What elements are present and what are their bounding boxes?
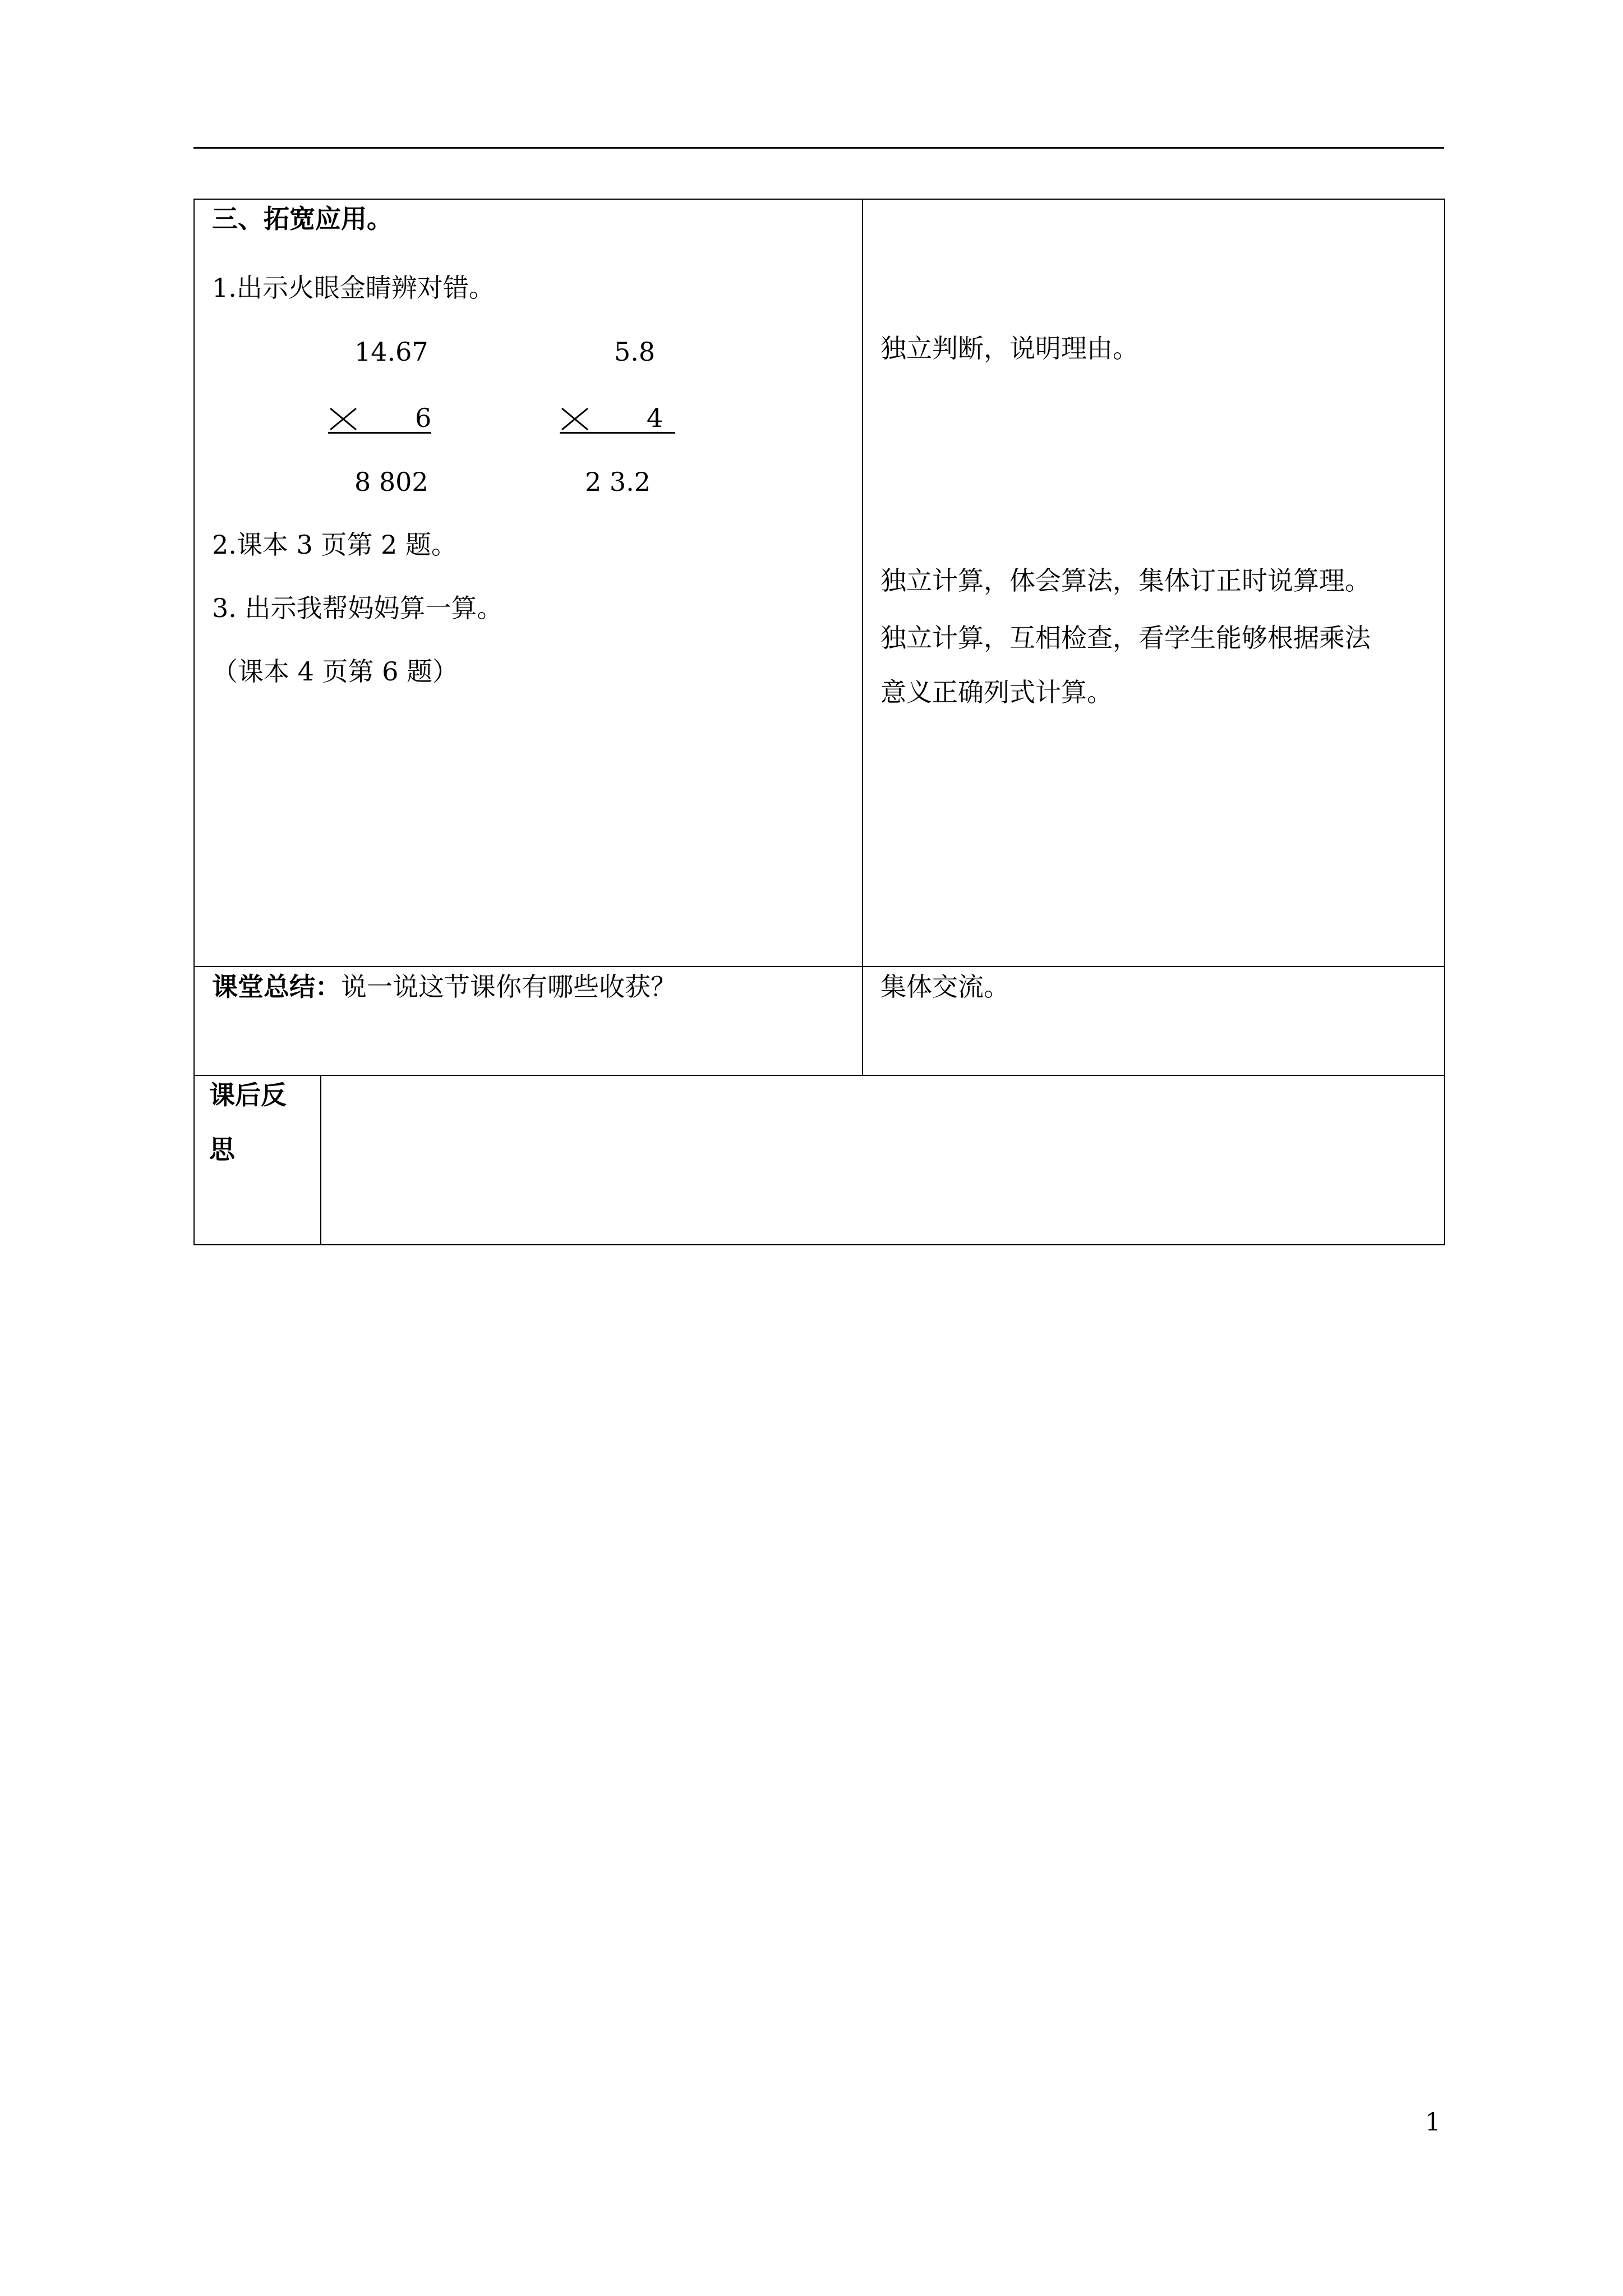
calc-a-multiplier: 6 bbox=[415, 403, 432, 433]
calc-b-multiplier: 4 bbox=[647, 403, 663, 433]
calc-b-underline bbox=[560, 432, 675, 434]
calc-a-multiplicand: 14.67 bbox=[354, 337, 428, 367]
calc-b-multiplicand: 5.8 bbox=[614, 337, 656, 367]
summary-line bbox=[212, 972, 676, 1002]
header-rule bbox=[193, 147, 1444, 149]
page-number: 1 bbox=[1425, 2108, 1441, 2137]
multiply-icon bbox=[560, 406, 590, 432]
note-3-line-2: 意义正确列式计算。 bbox=[880, 677, 1113, 707]
item-2: 2.课本 3 页第 2 题。 bbox=[212, 530, 457, 560]
summary-activity: 集体交流。 bbox=[880, 972, 1009, 1002]
item-3: 3. 出示我帮妈妈算一算。 bbox=[212, 593, 503, 623]
reflection-label-line-2: 思 bbox=[209, 1134, 235, 1165]
item-1: 1.出示火眼金睛辨对错。 bbox=[212, 273, 495, 303]
section-heading: 三、拓宽应用。 bbox=[212, 204, 393, 234]
reflection-label-line-1: 课后反 bbox=[209, 1080, 287, 1110]
reflection-content-cell bbox=[320, 1075, 1445, 1245]
activity-cell bbox=[193, 199, 863, 967]
note-3-line-1: 独立计算，互相检查，看学生能够根据乘法 bbox=[880, 623, 1371, 653]
summary-text: 说一说这节课你有哪些收获？ bbox=[341, 972, 676, 1002]
item-3-note: （课本 4 页第 6 题） bbox=[212, 656, 459, 687]
calc-a-underline bbox=[328, 432, 431, 434]
calc-a-result: 8 802 bbox=[354, 467, 428, 497]
note-2: 独立计算，体会算法，集体订正时说算理。 bbox=[880, 565, 1371, 596]
summary-label: 课堂总结： bbox=[212, 972, 341, 1002]
note-1: 独立判断，说明理由。 bbox=[880, 333, 1138, 364]
calc-b-result: 2 3.2 bbox=[585, 467, 651, 497]
multiply-icon bbox=[328, 406, 358, 432]
